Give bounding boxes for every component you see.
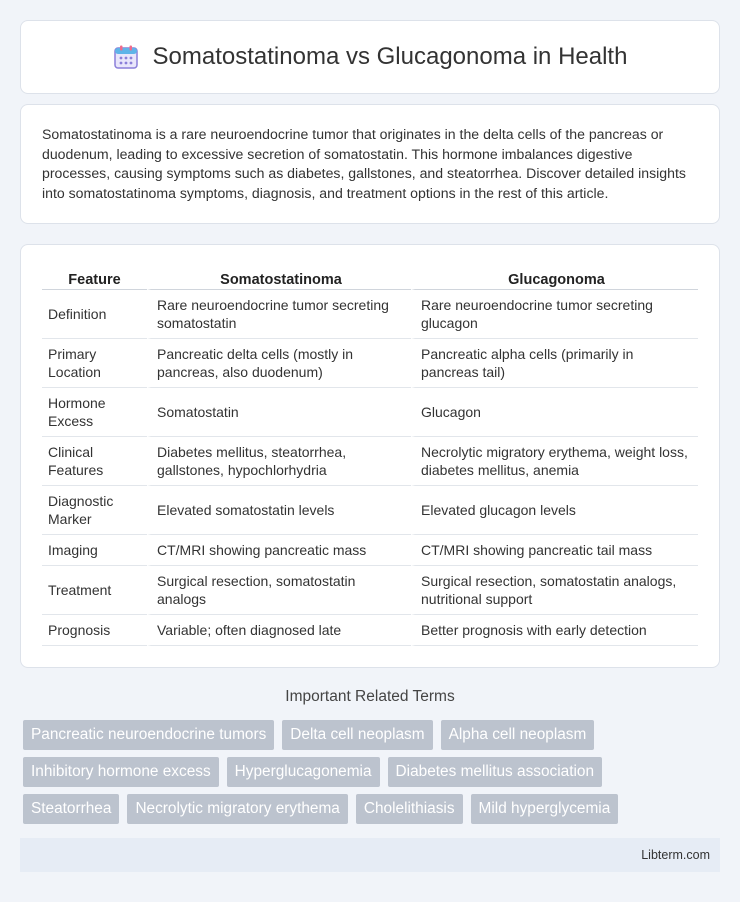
table-row (42, 486, 698, 535)
table-row (42, 339, 698, 388)
glucagonoma-cell: CT/MRI showing pancreatic tail mass (411, 535, 698, 566)
somatostatinoma-cell: Diabetes mellitus, steatorrhea, gallstones, hypochlorhydria (147, 437, 411, 486)
somatostatinoma-cell: Variable; often diagnosed late (147, 615, 411, 646)
glucagonoma-cell: Pancreatic alpha cells (primarily in pancreas tail) (411, 339, 698, 388)
somatostatinoma-cell: Pancreatic delta cells (mostly in pancreas, also duodenum) (147, 339, 411, 388)
header-feature: Feature (42, 263, 147, 290)
calendar-icon (113, 44, 139, 70)
glucagonoma-cell: Rare neuroendocrine tumor secreting glucagon (411, 290, 698, 339)
table-row (42, 388, 698, 437)
related-term-tag[interactable]: Cholelithiasis (356, 794, 463, 824)
header-somatostatinoma: Somatostatinoma (147, 263, 411, 290)
header-card (20, 20, 720, 94)
table-header-row (42, 263, 698, 290)
somatostatinoma-cell: Surgical resection, somatostatin analogs (147, 566, 411, 615)
feature-cell: Hormone Excess (42, 388, 147, 437)
glucagonoma-cell: Better prognosis with early detection (411, 615, 698, 646)
somatostatinoma-cell: Somatostatin (147, 388, 411, 437)
table-row (42, 290, 698, 339)
page-title: Somatostatinoma vs Glucagonoma in Health (152, 43, 628, 70)
related-terms-list (23, 720, 723, 831)
table-row (42, 566, 698, 615)
comparison-table-card (20, 244, 720, 668)
feature-cell: Clinical Features (42, 437, 147, 486)
table-row (42, 535, 698, 566)
feature-cell: Diagnostic Marker (42, 486, 147, 535)
related-terms-title: Important Related Terms (285, 688, 455, 705)
somatostatinoma-cell: Elevated somatostatin levels (147, 486, 411, 535)
table-row (42, 437, 698, 486)
related-term-tag[interactable]: Hyperglucagonemia (227, 757, 380, 787)
feature-cell: Definition (42, 290, 147, 339)
feature-cell: Treatment (42, 566, 147, 615)
comparison-table (42, 263, 698, 646)
tag-row (23, 757, 723, 787)
feature-cell: Imaging (42, 535, 147, 566)
footer-brand-link[interactable]: Libterm.com (641, 848, 710, 862)
related-term-tag[interactable]: Mild hyperglycemia (471, 794, 619, 824)
intro-card (20, 104, 720, 224)
related-term-tag[interactable]: Delta cell neoplasm (282, 720, 432, 750)
footer (20, 838, 720, 872)
related-term-tag[interactable]: Alpha cell neoplasm (441, 720, 595, 750)
header-glucagonoma: Glucagonoma (411, 263, 698, 290)
related-term-tag[interactable]: Necrolytic migratory erythema (127, 794, 347, 824)
somatostatinoma-cell: CT/MRI showing pancreatic mass (147, 535, 411, 566)
glucagonoma-cell: Necrolytic migratory erythema, weight loss, diabetes mellitus, anemia (411, 437, 698, 486)
tag-row (23, 794, 723, 824)
intro-text: Somatostatinoma is a rare neuroendocrine tumor that originates in the delta cells of the pancreas or duodenum, leading to excessive secretion of somatostatin. This hormone imbalances digestive processes, causing symptoms such as diabetes, gallstones, and steatorrhea. Discover detailed insights into somatostatinoma symptoms, diagnosis, and treatment options in the rest of this article. (42, 126, 686, 201)
somatostatinoma-cell: Rare neuroendocrine tumor secreting somatostatin (147, 290, 411, 339)
related-term-tag[interactable]: Steatorrhea (23, 794, 119, 824)
feature-cell: Prognosis (42, 615, 147, 646)
related-term-tag[interactable]: Pancreatic neuroendocrine tumors (23, 720, 274, 750)
feature-cell: Primary Location (42, 339, 147, 388)
glucagonoma-cell: Surgical resection, somatostatin analogs, nutritional support (411, 566, 698, 615)
related-term-tag[interactable]: Inhibitory hormone excess (23, 757, 219, 787)
related-term-tag[interactable]: Diabetes mellitus association (388, 757, 602, 787)
glucagonoma-cell: Elevated glucagon levels (411, 486, 698, 535)
table-row (42, 615, 698, 646)
tag-row (23, 720, 723, 750)
glucagonoma-cell: Glucagon (411, 388, 698, 437)
